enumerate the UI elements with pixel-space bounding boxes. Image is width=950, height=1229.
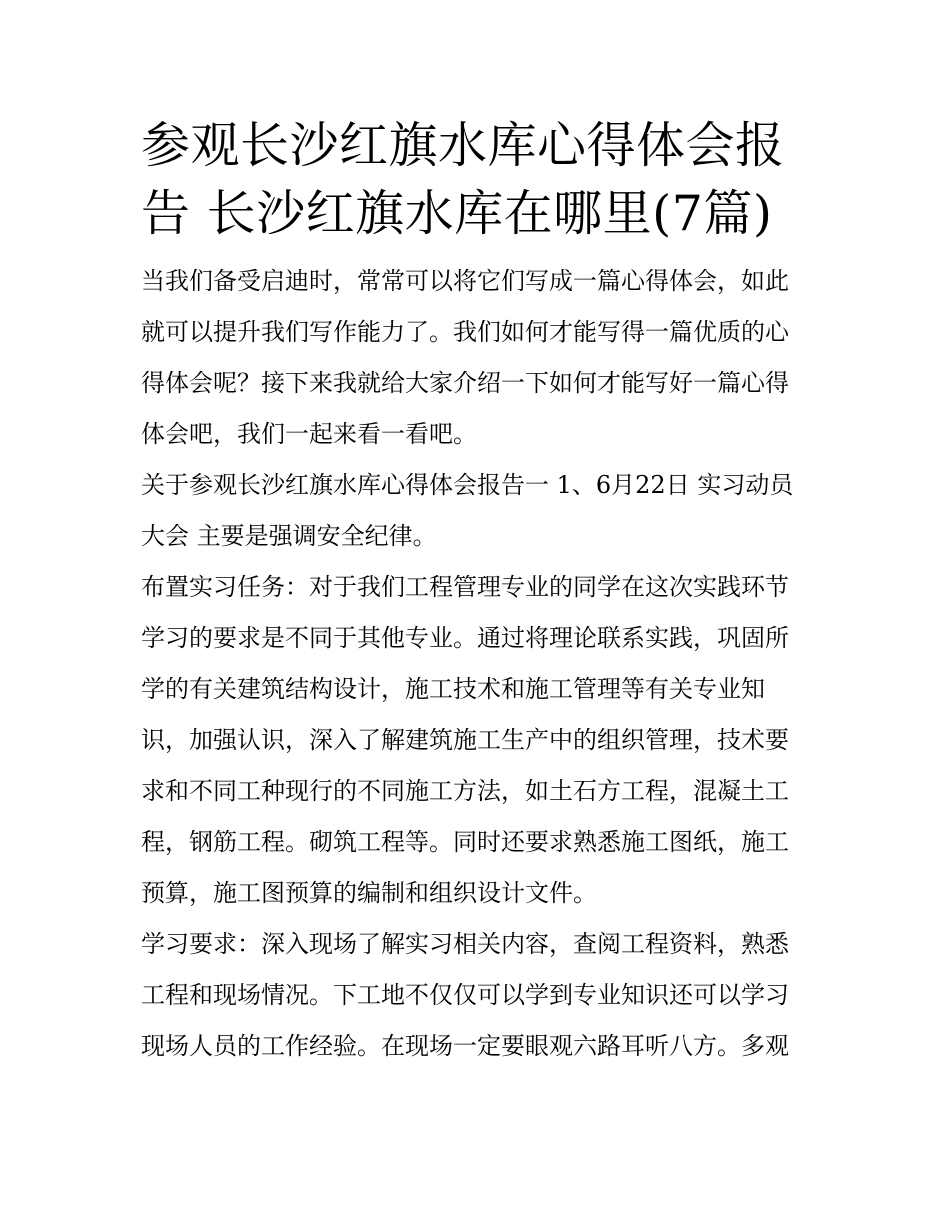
document-body: [141, 256, 811, 1072]
paragraph-section-one: 关于参观长沙红旗水库心得体会报告一 1、6月22日 实习动员大会 主要是强调安全纪律。: [141, 471, 794, 550]
paragraph-tasks: 布置实习任务：对于我们工程管理专业的同学在这次实践环节学习的要求是不同于其他专业。通过将理论联系实践，巩固所学的有关建筑结构设计，施工技术和施工管理等有关专业知识，加强认识，深入了解建筑施工生产中的组织管理，技术要求和不同工种现行的不同施工方法，如土石方工程，混凝土工程，钢筋工程。砌筑工程等。同时还要求熟悉施工图纸，施工预算，施工图预算的编制和组织设计文件。: [141, 573, 789, 907]
document-title: 参观长沙红旗水库心得体会报告 长沙红旗水库在哪里(7篇): [141, 117, 785, 242]
paragraph-requirements: 学习要求：深入现场了解实习相关内容，查阅工程资料，熟悉工程和现场情况。下工地不仅仅可以学到专业知识还可以学习现场人员的工作经验。在现场一定要眼观六路耳听八方。多观: [141, 930, 789, 1060]
paragraph-intro: 当我们备受启迪时，常常可以将它们写成一篇心得体会，如此就可以提升我们写作能力了。我们如何才能写得一篇优质的心得体会呢？接下来我就给大家介绍一下如何才能写好一篇心得体会吧，我们一起来看一看吧。: [141, 267, 789, 448]
document-content: [141, 112, 811, 1072]
